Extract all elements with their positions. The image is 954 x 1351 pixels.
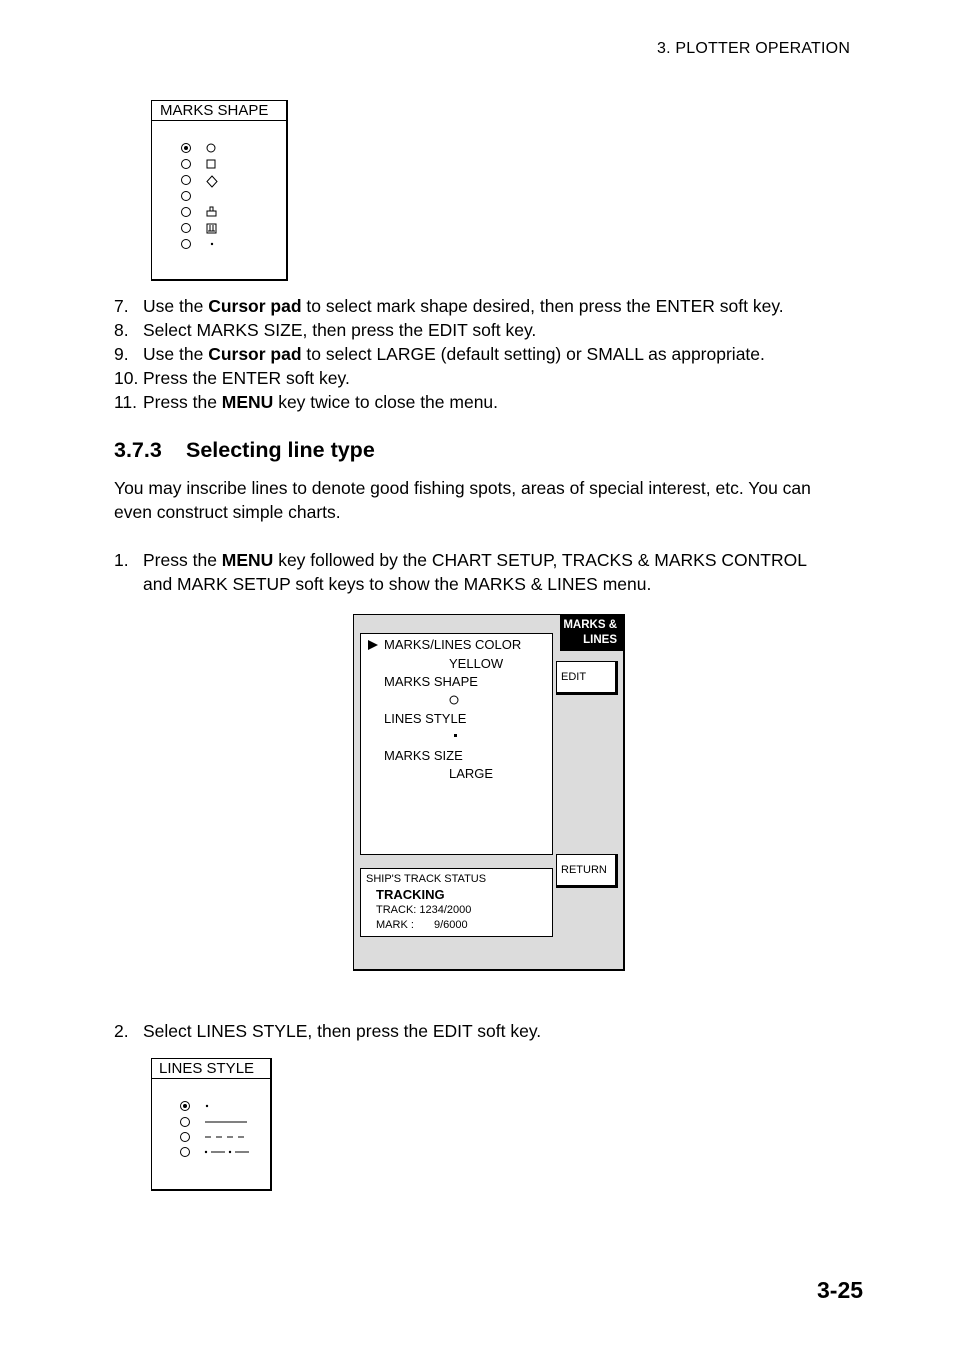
buoy-icon [207,207,216,216]
track-status-box [360,868,553,937]
radio-option [180,1147,190,1157]
dot-style-icon [453,733,459,739]
radio-option [181,191,191,201]
line-style-icons [202,1099,252,1159]
menu-item-marks-lines-color[interactable]: MARKS/LINES COLOR [384,637,522,652]
radio-option [180,1117,190,1127]
radio-option [181,239,191,249]
dot-dash-line-icon [205,1151,249,1153]
menu-item-marks-shape[interactable]: MARKS SHAPE [384,674,478,689]
return-softkey[interactable]: RETURN [556,854,618,888]
track-status-label: SHIP'S TRACK STATUS [366,873,487,885]
menu-value-color: YELLOW [449,656,504,671]
circle-shape-icon [449,695,459,705]
mark-shape-icons [202,141,222,251]
dot-line-icon [206,1105,208,1107]
radio-option [180,1132,190,1142]
radio-selected [181,143,191,153]
menu-item-marks-size[interactable]: MARKS SIZE [384,748,463,763]
page-number: 3-25 [817,1277,864,1303]
lines-style-box [151,1058,272,1191]
radio-option [181,175,191,185]
edit-softkey[interactable]: EDIT [556,661,618,695]
marks-shape-box [151,100,288,281]
running-header: 3. PLOTTER OPERATION [657,40,851,57]
radio-option [181,159,191,169]
diamond-icon [207,176,217,187]
mark-count-label: MARK : [376,919,414,931]
menu-panel [360,633,553,855]
menu-item-lines-style[interactable]: LINES STYLE [384,711,467,726]
menu-title: MARKS & LINES [560,615,623,651]
small-circle-icon [207,144,215,152]
cursor-arrow-icon [367,639,379,651]
marks-shape-title: MARKS SHAPE [152,101,286,121]
square-icon [207,160,215,168]
track-count: TRACK: 1234/2000 [376,904,472,916]
dot-icon [211,243,213,245]
track-status-state: TRACKING [376,887,445,902]
intro-paragraph: You may inscribe lines to denote good fishing spots, areas of special interest, etc. You can even construct simple charts. [114,478,811,522]
marks-lines-menu [353,614,625,971]
lines-style-title: LINES STYLE [152,1059,270,1079]
mark-count-value: 9/6000 [434,919,468,931]
radio-option [181,207,191,217]
fish-trap-icon [207,224,216,233]
section-heading: 3.7.3 Selecting line type [114,438,375,462]
menu-value-size: LARGE [449,766,494,781]
step-1-continued: and MARK SETUP soft keys to show the MARKS & LINES menu. [143,574,652,594]
radio-option [181,223,191,233]
radio-selected [180,1101,190,1111]
